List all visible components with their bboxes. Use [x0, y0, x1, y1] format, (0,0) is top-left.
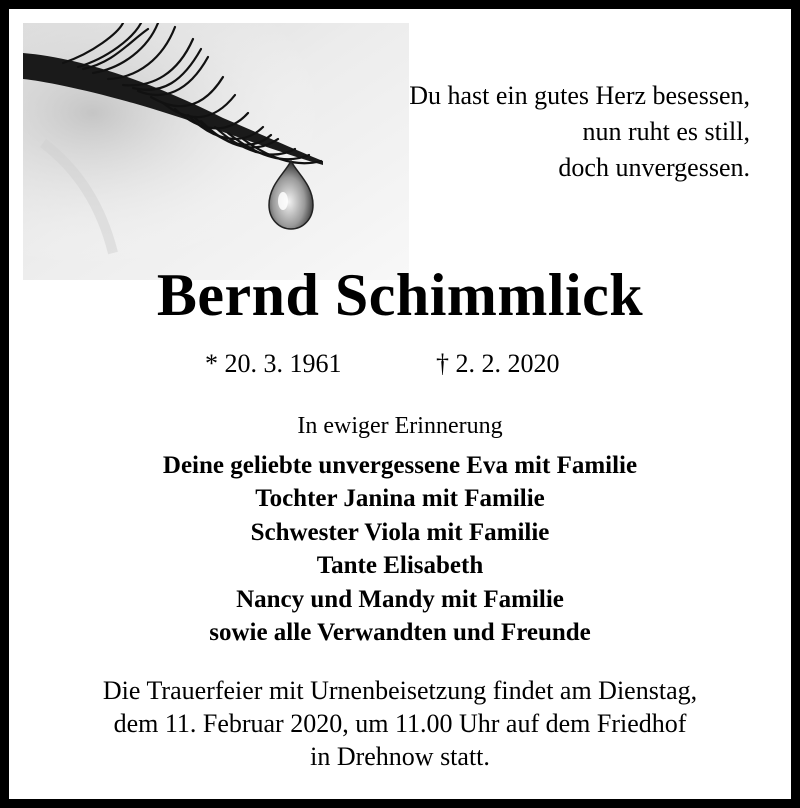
list-item: Schwester Viola mit Familie	[250, 518, 550, 546]
deceased-name: Bernd Schimmlick	[156, 262, 644, 328]
memorial-heading: In ewiger Erinnerung	[297, 413, 503, 439]
poem	[409, 78, 750, 186]
list-item: sowie alle Verwandten und Freunde	[209, 619, 591, 647]
list-item: Tante Elisabeth	[316, 552, 484, 580]
death-date: † 2. 2. 2020	[436, 349, 560, 378]
poem-line: doch unvergessen.	[558, 153, 750, 182]
mourners-list	[0, 449, 800, 649]
eye-with-tear-icon	[23, 23, 409, 280]
poem-line: Du hast ein gutes Herz besessen,	[409, 81, 750, 110]
birth-date: * 20. 3. 1961	[205, 349, 342, 378]
funeral-service-notice	[0, 674, 800, 773]
service-line: dem 11. Februar 2020, um 11.00 Uhr auf dem Friedhof	[113, 709, 687, 738]
service-line: Die Trauerfeier mit Urnenbeisetzung findet am Dienstag,	[102, 676, 698, 705]
list-item: Tochter Janina mit Familie	[255, 485, 545, 513]
service-line: in Drehnow statt.	[310, 742, 490, 771]
poem-line: nun ruht es still,	[582, 117, 750, 146]
list-item: Deine geliebte unvergessene Eva mit Familie	[162, 452, 638, 479]
list-item: Nancy und Mandy mit Familie	[236, 585, 564, 613]
